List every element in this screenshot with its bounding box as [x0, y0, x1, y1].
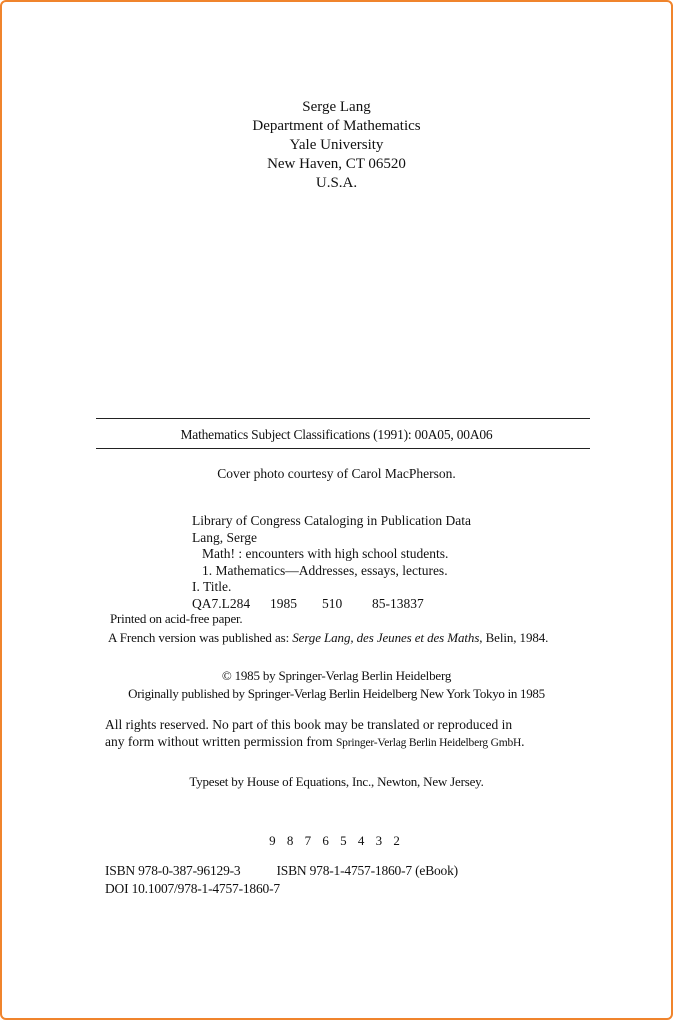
rights-line-2-end: . — [521, 734, 525, 749]
cataloging-title-entry: I. Title. — [192, 579, 232, 594]
cataloging-numbers — [192, 596, 471, 613]
doi: DOI 10.1007/978-1-4757-1860-7 — [105, 881, 280, 896]
dewey-number: 510 — [322, 595, 343, 611]
french-note-suffix: , Belin, 1984. — [479, 630, 549, 645]
rights-line-2-text: any form without written permission from — [105, 734, 336, 749]
catalog-year: 1985 — [270, 595, 297, 611]
isbn-ebook: ISBN 978-1-4757-1860-7 (eBook) — [276, 863, 458, 878]
french-title: Serge Lang, des Jeunes et des Maths — [292, 630, 480, 645]
french-edition-note — [108, 630, 548, 646]
originally-published-line: Originally published by Springer-Verlag Berlin Heidelberg New York Tokyo in 1985 — [128, 686, 545, 701]
author-name: Serge Lang — [302, 99, 371, 115]
top-rule — [96, 418, 590, 419]
rights-statement — [105, 716, 525, 752]
cataloging-data — [192, 513, 471, 612]
cataloging-author: Lang, Serge — [192, 529, 257, 545]
city: New Haven, CT 06520 — [267, 156, 406, 172]
cataloging-heading: Library of Congress Cataloging in Publication Data — [192, 513, 471, 528]
university: Yale University — [289, 137, 384, 153]
copyright-line: © 1985 by Springer-Verlag Berlin Heidelberg — [221, 668, 452, 683]
lccn: 85-13837 — [372, 595, 424, 611]
cataloging-title: Math! : encounters with high school students. — [202, 546, 449, 561]
bottom-rule — [96, 448, 590, 449]
isbn-row — [105, 862, 458, 880]
call-number: QA7.L284 — [192, 595, 251, 611]
print-line: 9 8 7 6 5 4 3 2 — [269, 833, 404, 848]
rights-line-1: All rights reserved. No part of this book may be translated or reproduced in — [105, 717, 513, 732]
printed-note: Printed on acid-free paper. — [110, 611, 243, 626]
cataloging-subject: 1. Mathematics—Addresses, essays, lectures. — [202, 562, 448, 578]
french-note-prefix: A French version was published as: — [108, 630, 293, 645]
rights-publisher: Springer-Verlag Berlin Heidelberg GmbH — [335, 737, 522, 749]
isbn-block — [105, 862, 458, 898]
subject-classification: Mathematics Subject Classifications (1991): 00A05, 00A06 — [180, 427, 493, 442]
rights-line-2 — [105, 733, 525, 752]
author-address — [2, 98, 671, 193]
department: Department of Mathematics — [252, 118, 421, 134]
typeset-credit: Typeset by House of Equations, Inc., Newton, New Jersey. — [189, 774, 484, 789]
country: U.S.A. — [315, 175, 358, 191]
isbn-print: ISBN 978-0-387-96129-3 — [105, 863, 241, 878]
cover-photo-credit: Cover photo courtesy of Carol MacPherson. — [217, 466, 456, 481]
